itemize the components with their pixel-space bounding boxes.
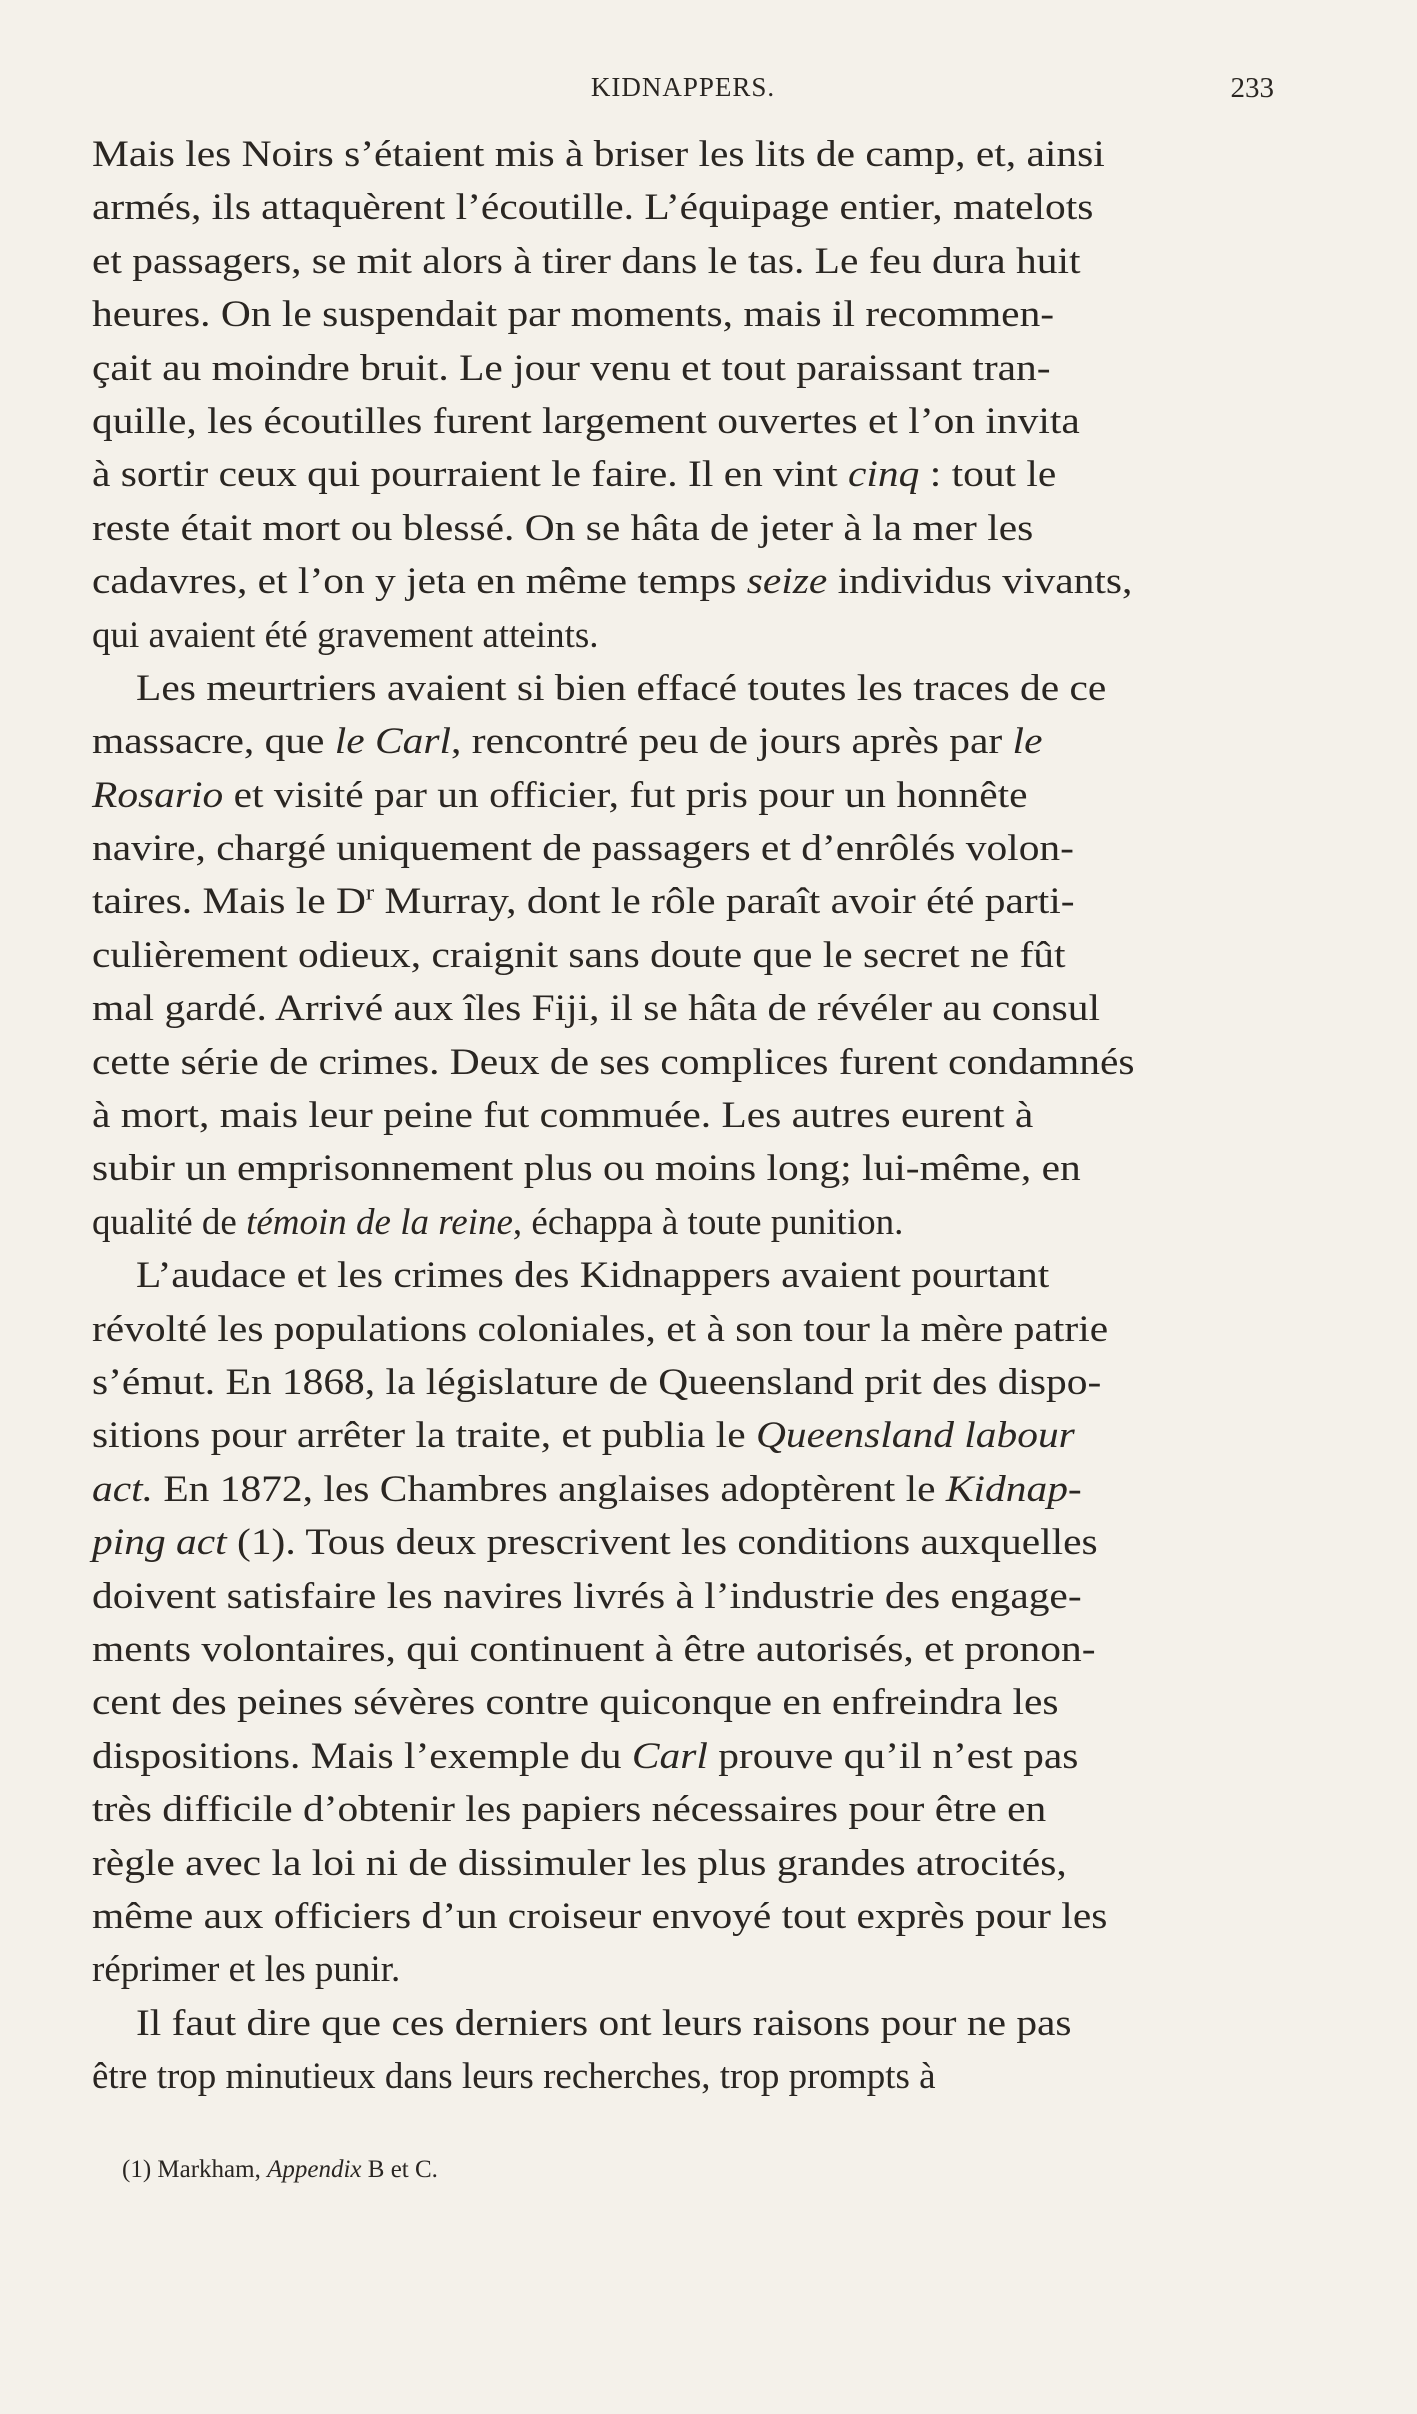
running-title: KIDNAPPERS. [590,72,776,102]
text-segment: , rencontré peu de jours après par [451,721,1013,763]
text-line [92,1516,1290,1569]
text-segment: çait au moindre bruit. Le jour venu et tout paraissant tran- [92,347,1051,389]
text-segment: ments volontaires, qui continuent à être autorisés, et pronon- [92,1628,1096,1670]
text-segment: taires. Mais le D [92,881,366,923]
line-content [92,1356,1101,1409]
italic-text: cinq [848,454,920,496]
line-content [136,1997,1072,2050]
italic-text: Carl [631,1735,708,1777]
text-line [92,1249,1290,1302]
text-segment: révolté les populations coloniales, et à son tour la mère patrie [92,1308,1109,1350]
text-segment: dispositions. Mais l’exemple du [92,1735,632,1777]
text-segment: Murray, dont le rôle paraît avoir été parti- [374,881,1075,923]
italic-text: le Carl [334,721,452,763]
text-segment: qualité de [92,1201,247,1243]
text-segment: individus vivants, [827,561,1133,603]
text-line [92,1409,1290,1462]
text-line [92,1463,1290,1516]
text-segment: cadavres, et l’on y jeta en même temps [92,561,747,603]
running-head [92,72,1274,112]
text-segment: qui avaient été gravement atteints. [92,614,599,656]
text-line [92,715,1290,768]
footnote [122,2152,1022,2188]
text-line [92,1890,1290,1943]
text-segment: : tout le [919,454,1057,496]
text-segment: très difficile d’obtenir les papiers nécessaires pour être en [92,1789,1047,1831]
text-segment: quille, les écoutilles furent largement ouvertes et l’on invita [92,400,1080,442]
line-content [136,1249,1049,1302]
line-content [92,1890,1107,1943]
text-segment: et passagers, se mit alors à tirer dans le tas. Le feu dura huit [92,240,1081,282]
text-segment: Il faut dire que ces derniers ont leurs raisons pour ne pas [136,2002,1072,2044]
text-line [92,342,1290,395]
text-segment: culièrement odieux, craignit sans doute que le secret ne fût [92,934,1066,976]
italic-text: Rosario [92,774,224,816]
line-content [92,982,1100,1035]
text-segment: reste était mort ou blessé. On se hâta de jeter à la mer les [92,507,1034,549]
text-line [92,288,1290,341]
text-line [92,822,1290,875]
line-content [92,769,1028,822]
text-segment: (1) Markham, [122,2156,268,2183]
text-segment: Les meurtriers avaient si bien effacé toutes les traces de ce [136,667,1107,709]
text-line [92,1997,1290,2050]
line-content [92,715,1042,768]
text-segment: (1). Tous deux prescrivent les conditions auxquelles [226,1522,1098,1564]
text-line [92,448,1290,501]
line-content [92,609,599,662]
text-line [92,1676,1290,1729]
line-content [92,1142,1081,1195]
italic-text: le [1012,721,1043,763]
text-line [92,982,1290,1035]
text-line [92,769,1290,822]
line-content [92,181,1093,234]
text-line [92,181,1290,234]
text-line [92,1623,1290,1676]
text-segment: mal gardé. Arrivé aux îles Fiji, il se hâta de révéler au consul [92,988,1101,1030]
text-segment: et visité par un officier, fut pris pour un honnête [223,774,1028,816]
paragraph [92,1997,1290,2104]
text-segment: à mort, mais leur peine fut commuée. Les autres eurent à [92,1095,1034,1137]
text-segment: Mais les Noirs s’étaient mis à briser les lits de camp, et, ainsi [92,134,1105,175]
italic-text: ping act [92,1522,227,1564]
text-line [92,1570,1290,1623]
line-content [92,822,1074,875]
paragraph [92,1249,1290,1996]
text-segment: à sortir ceux qui pourraient le faire. Il en vint [92,454,848,496]
line-content [92,1623,1096,1676]
line-content [92,288,1054,341]
paragraph [92,128,1290,662]
text-line [92,1943,1290,1996]
text-line [92,2050,1290,2103]
text-segment: s’émut. En 1868, la législature de Queensland prit des dispo- [92,1361,1102,1403]
text-segment: prouve qu’il n’est pas [707,1735,1079,1777]
line-content [92,1730,1078,1783]
line-content [92,555,1132,608]
line-content [92,1409,1075,1462]
italic-text: témoin de la reine [246,1201,513,1243]
italic-text: seize [746,561,828,603]
text-segment: massacre, que [92,721,335,763]
text-segment: heures. On le suspendait par moments, mais il recommen- [92,294,1055,336]
line-content [92,1943,400,1996]
text-segment: B et C. [361,2156,438,2183]
text-line [92,1356,1290,1409]
line-content [92,1463,1082,1516]
paragraph [92,662,1290,1249]
line-content [92,1196,903,1249]
text-segment: être trop minutieux dans leurs recherches, trop prompts à [92,2056,936,2098]
line-content [92,1516,1098,1569]
text-line [92,1303,1290,1356]
line-content [92,128,1105,181]
line-content [92,1089,1033,1142]
text-line [92,1036,1290,1089]
text-line [92,555,1290,608]
line-content [92,502,1033,555]
text-line [92,395,1290,448]
text-line [92,1142,1290,1195]
text-line [92,1837,1290,1890]
italic-text: act. [92,1468,153,1510]
text-segment: même aux officiers d’un croiseur envoyé tout exprès pour les [92,1895,1108,1937]
text-segment: subir un emprisonnement plus ou moins long; lui-même, en [92,1148,1081,1190]
page-number: 233 [1230,72,1274,104]
text-segment: , échappa à toute punition. [512,1201,904,1243]
line-content [92,1783,1046,1836]
line-content [92,875,1075,928]
text-line [92,128,1290,181]
text-segment: En 1872, les Chambres anglaises adoptèrent le [152,1468,946,1510]
text-line [92,1089,1290,1142]
text-line [92,1730,1290,1783]
italic-text: Kidnap- [945,1468,1082,1510]
text-line [92,502,1290,555]
text-line [92,235,1290,288]
line-content [92,1036,1135,1089]
line-content [92,1303,1108,1356]
text-line [92,929,1290,982]
text-segment: réprimer et les punir. [92,1949,401,1991]
line-content [92,1676,1059,1729]
italic-text: Appendix [267,2156,362,2183]
text-line [92,1196,1290,1249]
text-segment: sitions pour arrêter la traite, et publia le [92,1415,756,1457]
text-segment: doivent satisfaire les navires livrés à l’industrie des engage- [92,1575,1082,1617]
line-content [92,448,1056,501]
line-content [92,1837,1067,1890]
text-segment: règle avec la loi ni de dissimuler les plus grandes atrocités, [92,1842,1067,1884]
line-content [92,235,1080,288]
text-segment: navire, chargé uniquement de passagers et d’enrôlés volon- [92,828,1074,870]
text-line [92,662,1290,715]
body-text [92,128,1290,2103]
line-content [92,2050,936,2103]
italic-text: Queensland labour [755,1415,1075,1457]
line-content [92,395,1080,448]
text-line [92,1783,1290,1836]
line-content [136,662,1106,715]
line-content [92,1570,1082,1623]
text-segment: L’audace et les crimes des Kidnappers avaient pourtant [136,1255,1050,1297]
text-segment: cent des peines sévères contre quiconque en enfreindra les [92,1682,1059,1724]
text-segment: cette série de crimes. Deux de ses complices furent condamnés [92,1041,1135,1083]
text-segment: armés, ils attaquèrent l’écoutille. L’équipage entier, matelots [92,187,1094,229]
text-line [92,875,1290,928]
superscript-text: r [365,880,375,906]
line-content [92,929,1065,982]
line-content [92,342,1051,395]
text-line [92,609,1290,662]
